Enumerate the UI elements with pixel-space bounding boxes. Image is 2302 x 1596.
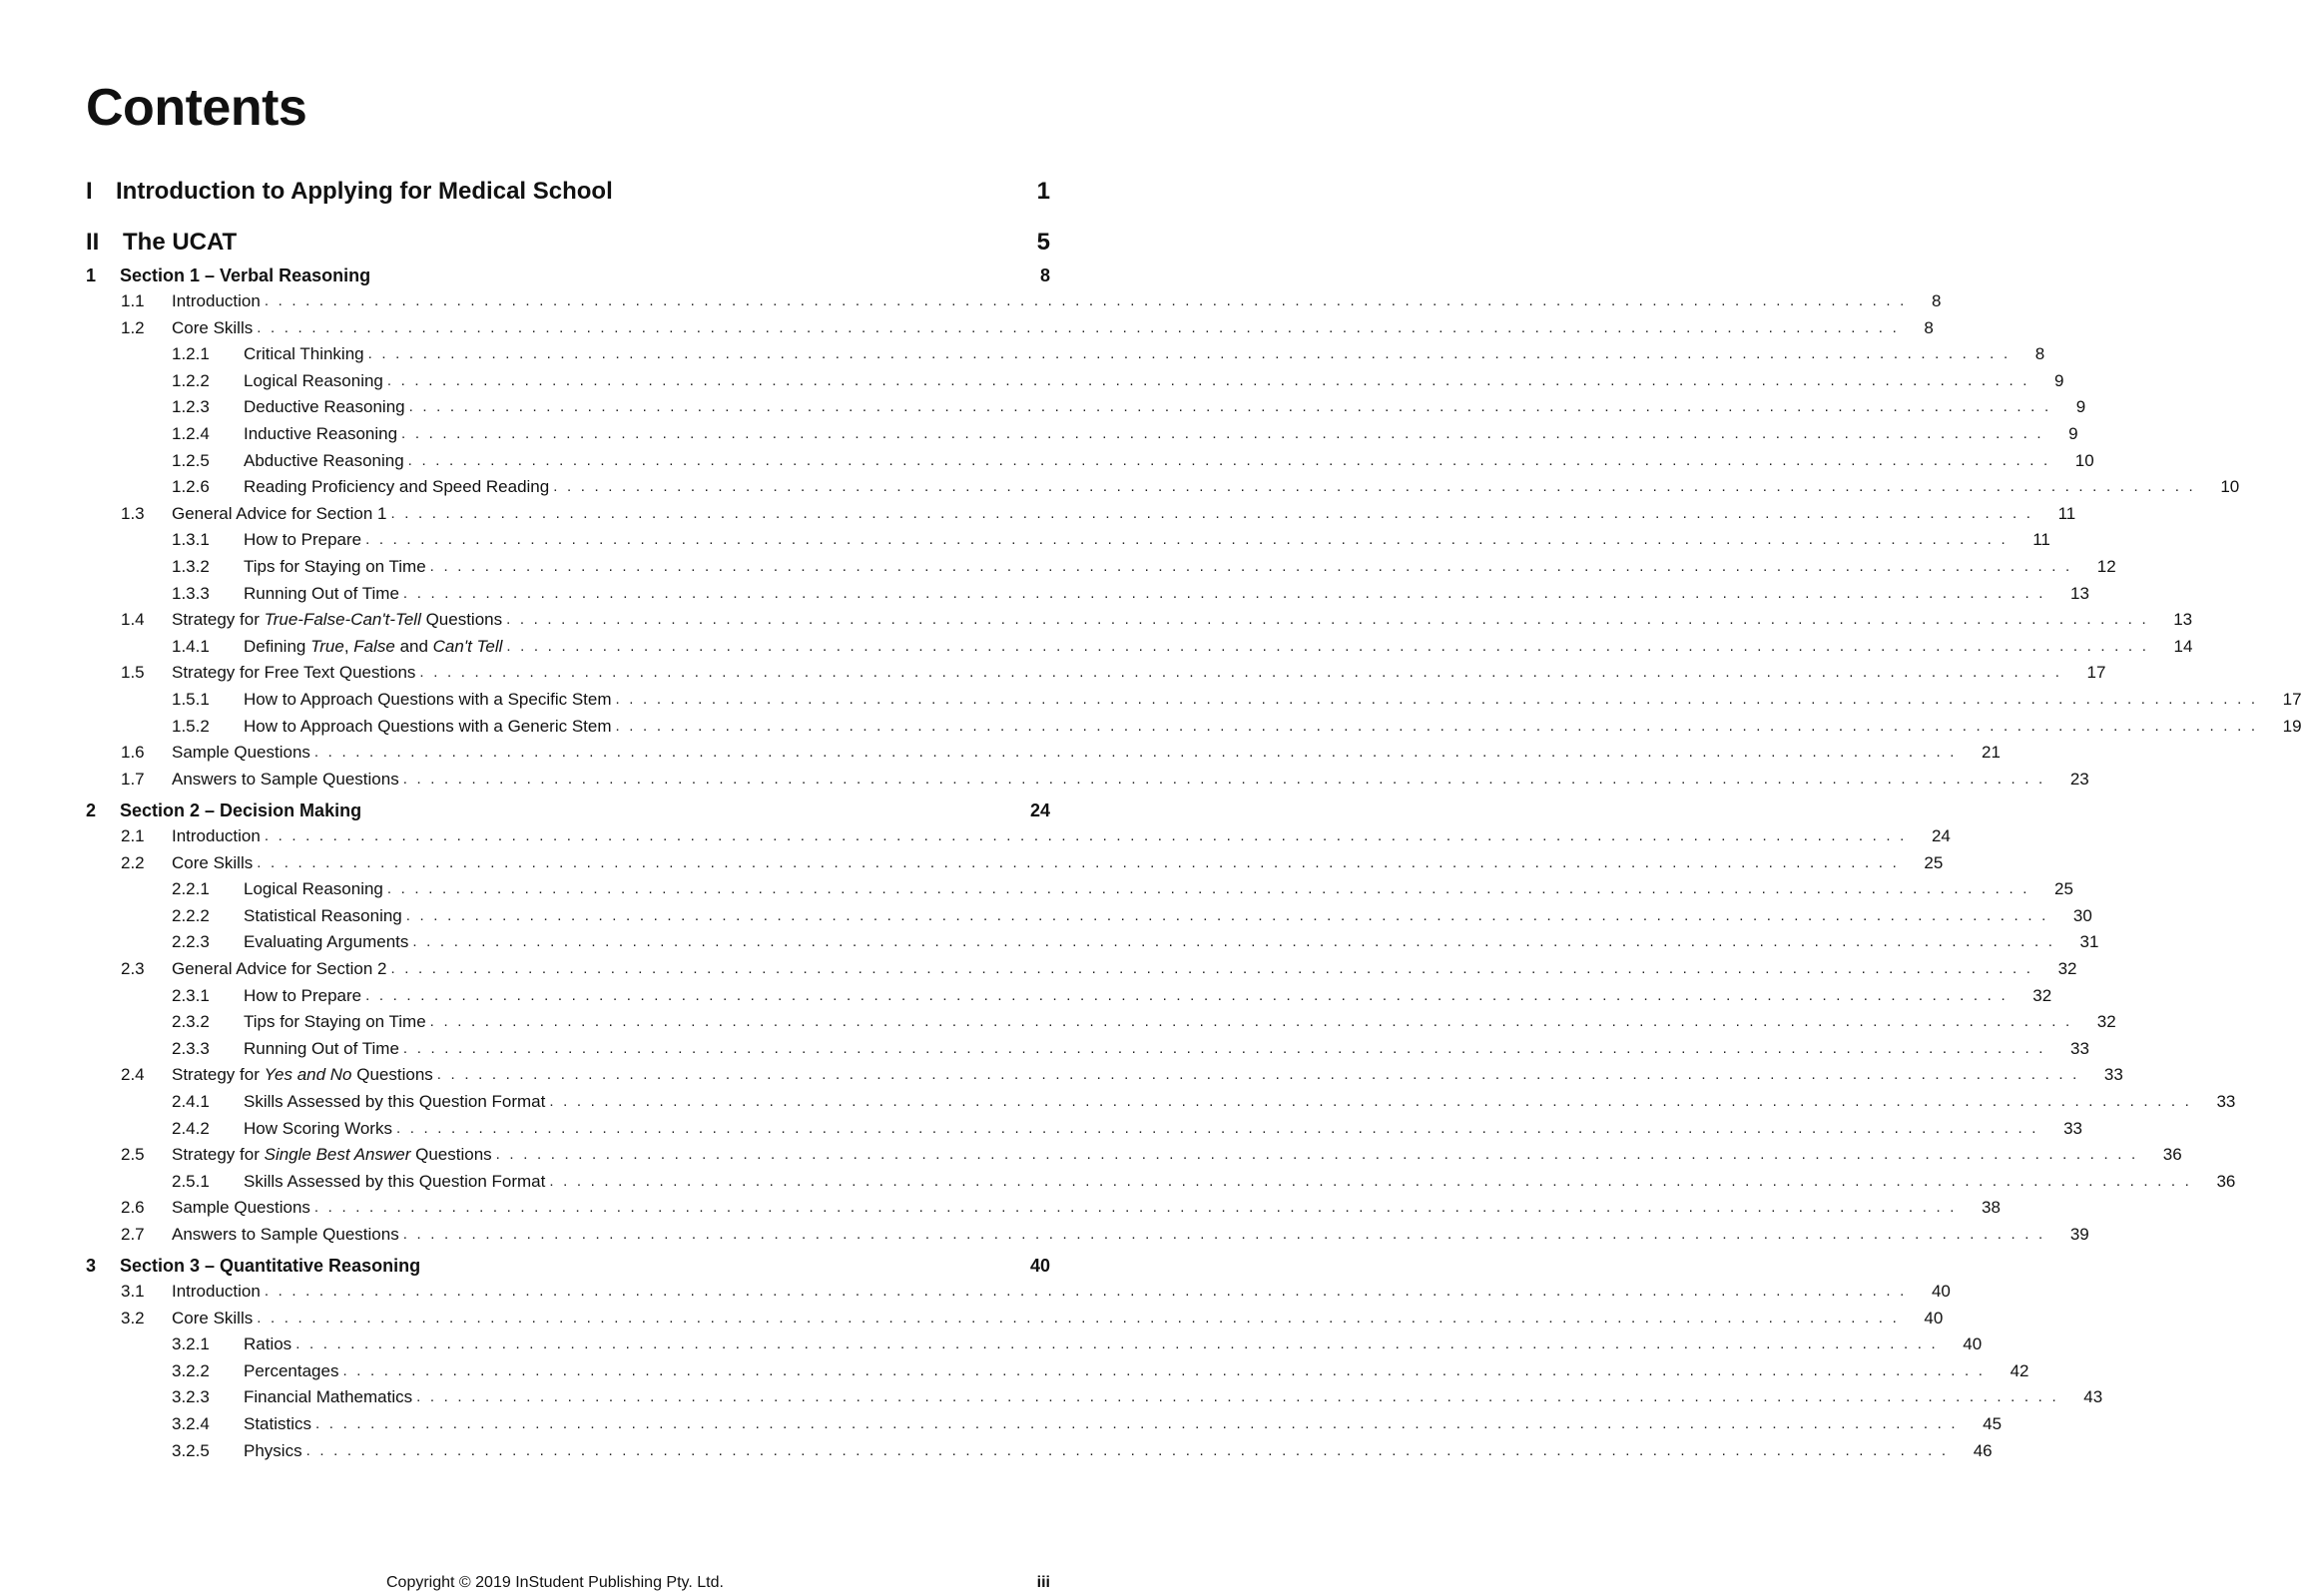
dot-leader: ........................................................................................................................ (506, 611, 2156, 629)
entry-number: 2.4.1 (172, 1092, 210, 1111)
entry-title (244, 449, 408, 473)
toc-section[interactable] (0, 661, 2106, 685)
entry-number: 1.3.1 (172, 530, 210, 550)
entry-number: 1.6 (121, 743, 145, 763)
entry-number: 2.3.2 (172, 1012, 210, 1032)
entry-number: 1.2 (121, 317, 145, 337)
dot-leader: ........................................................................................................................ (402, 584, 2053, 602)
entry-page: 32 (2057, 959, 2077, 978)
toc-section[interactable] (0, 1063, 2123, 1087)
entry-title-part: Statistics (244, 1414, 312, 1433)
entry-number: 2.1 (121, 826, 145, 845)
dot-leader: ........................................................................................................................ (264, 1283, 1914, 1300)
toc-subsection[interactable] (0, 1439, 1993, 1463)
chapter-page: 8 (1039, 266, 1050, 285)
entry-title-part: Percentages (244, 1360, 339, 1380)
dot-leader: ........................................................................................................................ (386, 371, 2036, 389)
toc-subsection[interactable] (0, 1010, 2116, 1034)
dot-leader: ........................................................................................................................ (342, 1361, 1993, 1379)
entry-title (244, 1332, 295, 1356)
entry-title (172, 1063, 437, 1087)
entry-title-part: How to Prepare (244, 530, 362, 550)
entry-page: 40 (1924, 1308, 1944, 1328)
entry-page: 46 (1973, 1440, 1993, 1460)
entry-page: 39 (2069, 1225, 2089, 1244)
entry-title-part: How to Approach Questions with a Generic Stem (244, 716, 612, 736)
toc-section[interactable] (0, 768, 2089, 792)
toc-subsection[interactable] (0, 1385, 2103, 1409)
entry-title (244, 635, 506, 659)
entry-page: 11 (2057, 503, 2076, 523)
entry-title-part: Financial Mathematics (244, 1387, 413, 1407)
entry-title (244, 395, 409, 419)
entry-title-part: How Scoring Works (244, 1118, 392, 1138)
toc-chapter[interactable] (86, 1254, 1050, 1278)
entry-page: 25 (2054, 879, 2073, 899)
entry-title-part: Reading Proficiency and Speed Reading (244, 477, 550, 497)
entry-title (172, 316, 257, 340)
entry-title-part: Introduction (172, 291, 261, 310)
entry-number: 1.4.1 (172, 636, 210, 656)
entry-title-part: Deductive Reasoning (244, 397, 405, 417)
entry-title-part: Strategy for (172, 1065, 265, 1085)
entry-number: 2.7 (121, 1225, 145, 1244)
entry-title-part: Ratios (244, 1334, 292, 1354)
entry-page: 43 (2083, 1387, 2103, 1407)
entry-title-part: General Advice for Section 2 (172, 959, 387, 978)
page-number: iii (1036, 1574, 1050, 1591)
dot-leader: ........................................................................................................................ (367, 345, 2017, 363)
entry-page: 9 (2068, 424, 2078, 443)
entry-number: 2.3 (121, 959, 145, 978)
entry-title (172, 289, 265, 313)
entry-title-part: How to Approach Questions with a Specific Stem (244, 690, 612, 709)
entry-number: 3.2.5 (172, 1440, 210, 1460)
dot-leader: ........................................................................................................................ (402, 770, 2052, 788)
entry-page: 10 (2074, 450, 2094, 470)
entry-page: 36 (2216, 1171, 2236, 1191)
toc-part[interactable] (86, 227, 1050, 259)
dot-leader: ........................................................................................................................ (405, 906, 2055, 924)
entry-title (244, 1359, 342, 1383)
chapter-number: 2 (86, 800, 97, 820)
entry-title-part: Tips for Staying on Time (244, 557, 426, 576)
entry-title-part: False (353, 636, 395, 656)
dot-leader: ........................................................................................................................ (549, 1093, 2199, 1110)
dot-leader: ........................................................................................................................ (264, 292, 1914, 309)
dot-leader: ........................................................................................................................ (257, 1309, 1907, 1327)
copyright-notice: Copyright © 2019 InStudent Publishing Pty. Ltd. (386, 1574, 724, 1591)
dot-leader: ........................................................................................................................ (429, 558, 2079, 575)
dot-leader: ........................................................................................................................ (416, 1388, 2066, 1406)
toc-section[interactable] (0, 1307, 1944, 1330)
toc-part[interactable] (86, 176, 1050, 208)
entry-title (244, 930, 412, 954)
entry-title (244, 984, 365, 1008)
entry-page: 23 (2069, 769, 2089, 789)
entry-title-part: Core Skills (172, 317, 254, 337)
toc-subsection[interactable] (0, 475, 2240, 499)
part-title: The UCAT (123, 229, 238, 256)
entry-number: 2.2.1 (172, 879, 210, 899)
entry-title-part: and (394, 636, 433, 656)
toc-chapter[interactable] (86, 798, 1050, 822)
toc-subsection[interactable] (0, 984, 2052, 1008)
entry-title (172, 1143, 496, 1167)
entry-page: 25 (1924, 852, 1944, 872)
entry-title-part: Tips for Staying on Time (244, 1012, 426, 1032)
entry-title (244, 1090, 549, 1114)
entry-page: 24 (1931, 826, 1951, 845)
entry-number: 2.2.3 (172, 932, 210, 952)
entry-title-part: Core Skills (172, 852, 254, 872)
toc-subsection[interactable] (0, 342, 2045, 366)
entry-page: 45 (1983, 1414, 2003, 1433)
entry-title-part: Statistical Reasoning (244, 905, 402, 925)
entry-page: 38 (1982, 1198, 2001, 1218)
entry-number: 3.2.4 (172, 1414, 210, 1433)
entry-title (172, 661, 419, 685)
entry-title-part: Logical Reasoning (244, 879, 383, 899)
entry-number: 1.2.1 (172, 344, 210, 364)
entry-title (172, 608, 506, 632)
entry-title (244, 1117, 396, 1141)
toc-section[interactable] (0, 1143, 2182, 1167)
entry-page: 33 (2216, 1092, 2236, 1111)
entry-number: 3.1 (121, 1282, 145, 1301)
entry-page: 40 (1963, 1334, 1983, 1354)
dot-leader: ........................................................................................................................ (386, 880, 2036, 898)
entry-title (244, 688, 616, 712)
entry-number: 1.1 (121, 291, 145, 310)
entry-title (244, 1010, 430, 1034)
part-page: 1 (1036, 178, 1050, 205)
entry-page: 21 (1982, 743, 2001, 763)
toc-section[interactable] (0, 316, 1934, 340)
entry-page: 10 (2220, 477, 2240, 497)
entry-page: 32 (2096, 1012, 2116, 1032)
entry-title-part: Introduction (172, 1282, 261, 1301)
entry-title-part: Questions (351, 1065, 433, 1085)
entry-number: 1.2.4 (172, 424, 210, 443)
toc-section[interactable] (0, 502, 2076, 526)
dot-leader: ........................................................................................................................ (264, 827, 1914, 844)
entry-page: 17 (2086, 663, 2106, 683)
dot-leader: ........................................................................................................................ (402, 1226, 2052, 1243)
toc-section[interactable] (0, 608, 2193, 632)
toc-chapter[interactable] (86, 264, 1050, 287)
dot-leader: ........................................................................................................................ (315, 1415, 1966, 1432)
toc-subsection[interactable] (0, 1117, 2082, 1141)
toc-section[interactable] (0, 1223, 2089, 1247)
entry-title-part: True-False-Can't-Tell (264, 610, 421, 630)
entry-page: 14 (2173, 636, 2193, 656)
entry-title-part: Strategy for (172, 610, 265, 630)
entry-title (244, 1412, 315, 1436)
entry-page: 42 (2010, 1360, 2029, 1380)
entry-number: 2.3.1 (172, 985, 210, 1005)
entry-title (172, 1280, 265, 1304)
entry-title-part: True (310, 636, 344, 656)
dot-leader: ........................................................................................................................ (390, 960, 2040, 977)
entry-number: 2.6 (121, 1198, 145, 1218)
toc-section[interactable] (0, 824, 1951, 848)
chapter-title: Section 2 – Decision Making (120, 800, 362, 820)
dot-leader: ........................................................................................................................ (395, 1119, 2046, 1137)
entry-title (244, 1170, 549, 1194)
entry-number: 3.2.1 (172, 1334, 210, 1354)
entry-title (172, 824, 265, 848)
toc-section[interactable] (0, 1196, 2001, 1220)
entry-title-part: Abductive Reasoning (244, 450, 404, 470)
entry-number: 1.2.3 (172, 397, 210, 417)
entry-page: 13 (2070, 583, 2089, 603)
entry-title-part: Defining (244, 636, 311, 656)
entry-number: 1.3 (121, 503, 145, 523)
dot-leader: ........................................................................................................................ (313, 744, 1965, 762)
entry-title-part: Sample Questions (172, 1198, 310, 1218)
entry-page: 30 (2072, 905, 2092, 925)
entry-title-part: Evaluating Arguments (244, 932, 409, 952)
toc-subsection[interactable] (0, 422, 2078, 446)
toc-subsection[interactable] (0, 1412, 2003, 1436)
part-title: Introduction to Applying for Medical School (116, 178, 613, 205)
entry-number: 1.2.6 (172, 477, 210, 497)
entry-title (244, 1385, 416, 1409)
chapter-title: Section 3 – Quantitative Reasoning (120, 1256, 421, 1276)
entry-title (244, 528, 365, 552)
entry-number: 1.5.2 (172, 716, 210, 736)
entry-title (172, 1223, 403, 1247)
dot-leader: ........................................................................................................................ (429, 1013, 2079, 1031)
entry-number: 2.4.2 (172, 1118, 210, 1138)
entry-number: 2.2 (121, 852, 145, 872)
entry-title (244, 715, 616, 739)
toc-subsection[interactable] (0, 395, 2086, 419)
part-page: 5 (1036, 229, 1050, 256)
dot-leader: ........................................................................................................................ (495, 1146, 2145, 1164)
entry-number: 1.5 (121, 663, 145, 683)
dot-leader: ........................................................................................................................ (408, 398, 2058, 416)
entry-title (172, 957, 390, 981)
entry-title-part: Skills Assessed by this Question Format (244, 1092, 546, 1111)
entry-page: 33 (2063, 1118, 2082, 1138)
entry-page: 17 (2282, 690, 2302, 709)
dot-leader: ........................................................................................................................ (506, 637, 2156, 655)
entry-number: 3.2 (121, 1308, 145, 1328)
toc-subsection[interactable] (0, 555, 2116, 579)
dot-leader: ........................................................................................................................ (553, 478, 2203, 496)
entry-title-part: Single Best Answer (264, 1145, 411, 1165)
entry-title-part: Skills Assessed by this Question Format (244, 1171, 546, 1191)
entry-title (172, 851, 257, 875)
toc-subsection[interactable] (0, 1170, 2236, 1194)
entry-title (244, 877, 387, 901)
entry-page: 36 (2162, 1145, 2182, 1165)
dot-leader: ........................................................................................................................ (402, 1039, 2053, 1057)
entry-title (172, 502, 390, 526)
entry-title-part: Inductive Reasoning (244, 424, 398, 443)
toc-subsection[interactable] (0, 635, 2193, 659)
entry-title (244, 1037, 403, 1061)
toc-subsection[interactable] (0, 877, 2073, 901)
entry-title-part: Physics (244, 1440, 302, 1460)
entry-title (244, 422, 401, 446)
entry-title-part: Introduction (172, 826, 261, 845)
entry-title (244, 475, 553, 499)
entry-title (244, 904, 406, 928)
entry-title (244, 1439, 306, 1463)
toc-subsection[interactable] (0, 904, 2092, 928)
toc-section[interactable] (0, 741, 2001, 765)
toc-subsection[interactable] (0, 930, 2099, 954)
chapter-title: Section 1 – Verbal Reasoning (120, 266, 371, 285)
entry-number: 2.5 (121, 1145, 145, 1165)
entry-title-part: Strategy for Free Text Questions (172, 663, 416, 683)
toc-section[interactable] (0, 1280, 1951, 1304)
entry-title-part: Strategy for (172, 1145, 265, 1165)
entry-page: 8 (1924, 317, 1934, 337)
part-number: I (86, 178, 93, 205)
entry-title-part: Running Out of Time (244, 583, 399, 603)
toc-subsection[interactable] (0, 715, 2302, 739)
entry-page: 9 (2075, 397, 2086, 417)
entry-page: 9 (2054, 370, 2064, 390)
toc-section[interactable] (0, 957, 2077, 981)
dot-leader: ........................................................................................................................ (257, 318, 1907, 336)
entry-page: 31 (2079, 932, 2099, 952)
chapter-page: 40 (1029, 1256, 1050, 1276)
dot-leader: ........................................................................................................................ (419, 664, 2069, 682)
dot-leader: ........................................................................................................................ (365, 531, 2015, 549)
entry-title-part: Answers to Sample Questions (172, 1225, 399, 1244)
entry-number: 1.5.1 (172, 690, 210, 709)
entry-page: 8 (1931, 291, 1942, 310)
entry-number: 1.7 (121, 769, 145, 789)
entry-number: 2.3.3 (172, 1038, 210, 1058)
entry-title-part: General Advice for Section 1 (172, 503, 387, 523)
dot-leader: ........................................................................................................................ (305, 1441, 1956, 1459)
entry-number: 1.3.2 (172, 557, 210, 576)
entry-title-part: Critical Thinking (244, 344, 364, 364)
dot-leader: ........................................................................................................................ (257, 853, 1907, 871)
dot-leader: ........................................................................................................................ (615, 691, 2265, 708)
dot-leader: ........................................................................................................................ (436, 1066, 2086, 1084)
entry-page: 33 (2103, 1065, 2123, 1085)
entry-title-part: Running Out of Time (244, 1038, 399, 1058)
toc-subsection[interactable] (0, 1332, 1983, 1356)
entry-page: 13 (2173, 610, 2193, 630)
entry-number: 3.2.2 (172, 1360, 210, 1380)
toc-subsection[interactable] (0, 449, 2094, 473)
entry-page: 12 (2096, 557, 2116, 576)
entry-number: 1.4 (121, 610, 145, 630)
entry-number: 2.4 (121, 1065, 145, 1085)
entry-number: 1.2.2 (172, 370, 210, 390)
page-title: Contents (86, 79, 307, 137)
entry-page: 19 (2282, 716, 2302, 736)
entry-number: 2.5.1 (172, 1171, 210, 1191)
entry-page: 32 (2032, 985, 2052, 1005)
entry-title (172, 1307, 257, 1330)
page-footer (0, 1571, 1129, 1595)
toc-subsection[interactable] (0, 688, 2302, 712)
chapter-page: 24 (1029, 800, 1050, 820)
entry-title (244, 582, 403, 606)
toc-subsection[interactable] (0, 1037, 2089, 1061)
entry-number: 1.3.3 (172, 583, 210, 603)
entry-title-part: , (343, 636, 354, 656)
dot-leader: ........................................................................................................................ (313, 1199, 1965, 1217)
entry-title (172, 1196, 314, 1220)
entry-title-part: Sample Questions (172, 743, 310, 763)
entry-page: 8 (2034, 344, 2045, 364)
toc-subsection[interactable] (0, 1359, 2029, 1383)
toc-subsection[interactable] (0, 1090, 2236, 1114)
entry-title (244, 342, 368, 366)
dot-leader: ........................................................................................................................ (412, 933, 2062, 951)
dot-leader: ........................................................................................................................ (390, 504, 2040, 522)
dot-leader: ........................................................................................................................ (295, 1335, 1946, 1353)
entry-title-part: Questions (420, 610, 503, 630)
toc-section[interactable] (0, 289, 1942, 313)
entry-title-part: Questions (410, 1145, 492, 1165)
entry-number: 1.2.5 (172, 450, 210, 470)
dot-leader: ........................................................................................................................ (407, 451, 2057, 469)
dot-leader: ........................................................................................................................ (615, 717, 2265, 735)
dot-leader: ........................................................................................................................ (365, 986, 2015, 1004)
entry-title-part: Yes and No (264, 1065, 352, 1085)
entry-page: 33 (2070, 1038, 2089, 1058)
toc-subsection[interactable] (0, 528, 2050, 552)
entry-title (172, 768, 403, 792)
entry-title-part: Logical Reasoning (244, 370, 383, 390)
entry-page: 40 (1931, 1282, 1951, 1301)
entry-number: 2.2.2 (172, 905, 210, 925)
entry-page: 11 (2032, 530, 2050, 550)
entry-number: 3.2.3 (172, 1387, 210, 1407)
dot-leader: ........................................................................................................................ (401, 425, 2051, 442)
entry-title-part: How to Prepare (244, 985, 362, 1005)
chapter-number: 1 (86, 266, 97, 285)
toc-section[interactable] (0, 851, 1944, 875)
dot-leader: ........................................................................................................................ (549, 1172, 2199, 1190)
entry-title (244, 555, 430, 579)
toc-subsection[interactable] (0, 582, 2089, 606)
chapter-number: 3 (86, 1256, 97, 1276)
entry-title (172, 741, 314, 765)
toc-subsection[interactable] (0, 369, 2064, 393)
entry-title-part: Core Skills (172, 1308, 254, 1328)
entry-title (244, 369, 387, 393)
entry-title-part: Answers to Sample Questions (172, 769, 399, 789)
part-number: II (86, 229, 100, 256)
entry-title-part: Can't Tell (432, 636, 503, 656)
